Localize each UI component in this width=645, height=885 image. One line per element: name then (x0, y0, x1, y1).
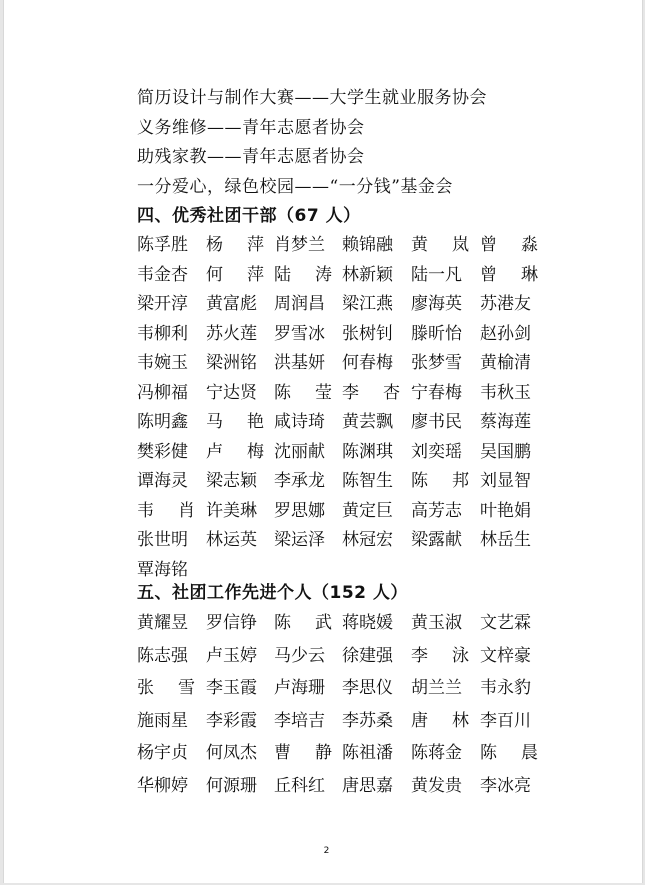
name-cell: 廖书民 (411, 412, 462, 432)
name-cell: 罗思娜 (274, 500, 325, 521)
name-cell: 叶艳娟 (480, 500, 531, 521)
name-cell: 谭海灵 (137, 471, 188, 491)
name-cell: 许美琳 (206, 500, 257, 521)
name-cell: 施雨星 (137, 710, 188, 731)
text-line: 义务维修——青年志愿者协会 (137, 118, 365, 138)
name-cell: 韦秋玉 (480, 382, 531, 403)
name-cell: 卢玉婷 (206, 645, 257, 666)
name-cell: 咸诗琦 (274, 412, 325, 432)
name-cell: 曹 静 (274, 743, 332, 763)
name-cell: 樊彩健 (137, 441, 188, 462)
name-cell: 廖海英 (411, 294, 462, 314)
name-cell: 李玉霞 (206, 678, 257, 698)
name-cell: 黄玉淑 (411, 613, 462, 633)
name-cell: 林运英 (206, 530, 257, 550)
name-cell: 沈丽献 (274, 441, 325, 462)
name-cell: 林冠宏 (342, 530, 393, 550)
page-number: 2 (323, 846, 330, 856)
name-cell: 陈 莹 (274, 382, 332, 403)
name-cell: 卢海珊 (274, 678, 325, 698)
name-cell: 陆 涛 (274, 264, 332, 285)
name-cell: 赖锦融 (342, 235, 393, 255)
name-cell: 陈渊琪 (342, 441, 393, 462)
name-cell: 滕昕怡 (411, 323, 462, 344)
name-cell: 华柳婷 (137, 775, 188, 796)
name-cell: 梁洲铭 (206, 353, 257, 373)
name-cell: 罗信铮 (206, 613, 257, 633)
name-cell: 何凤杰 (206, 743, 257, 763)
name-cell: 杨 萍 (206, 235, 264, 255)
name-cell: 刘显智 (480, 471, 531, 491)
name-cell: 陈蒋金 (411, 743, 462, 763)
name-cell: 林岳生 (480, 530, 531, 550)
name-cell: 黄发贵 (411, 775, 462, 796)
name-cell: 陈志强 (137, 645, 188, 666)
name-cell: 苏港友 (480, 294, 531, 314)
name-cell: 蔡海莲 (480, 412, 531, 432)
name-cell: 陈 晨 (480, 743, 538, 763)
name-cell: 蒋晓媛 (342, 613, 393, 633)
name-cell: 陈 武 (274, 613, 332, 633)
name-cell: 宁春梅 (411, 382, 462, 403)
name-cell: 韦 肖 (137, 500, 195, 521)
name-cell: 马少云 (274, 645, 325, 666)
name-cell: 李苏桑 (342, 710, 393, 731)
name-cell: 徐建强 (342, 645, 393, 666)
name-cell: 李承龙 (274, 471, 325, 491)
name-cell: 李彩霞 (206, 710, 257, 731)
text-line: 助残家教——青年志愿者协会 (137, 147, 365, 167)
name-cell: 梁露献 (411, 530, 462, 550)
text-line: 一分爱心，绿色校园——“一分钱”基金会 (137, 177, 453, 197)
name-cell: 李培吉 (274, 710, 325, 731)
name-cell: 曾 淼 (480, 235, 538, 255)
name-cell: 吴国鹏 (480, 441, 531, 462)
name-cell: 周润昌 (274, 294, 325, 314)
name-cell: 陆一凡 (411, 264, 462, 285)
name-cell: 唐 林 (411, 710, 469, 731)
name-cell: 文梓豪 (480, 645, 531, 666)
name-cell: 陈智生 (342, 471, 393, 491)
name-cell: 曾 琳 (480, 264, 538, 285)
name-cell: 张树钊 (342, 323, 393, 344)
name-cell: 覃海铭 (137, 559, 188, 580)
name-cell: 李 泳 (411, 645, 469, 666)
name-cell: 韦婉玉 (137, 353, 188, 373)
name-cell: 宁达贤 (206, 382, 257, 403)
name-cell: 何源珊 (206, 775, 257, 796)
name-cell: 黄定巨 (342, 500, 393, 521)
name-cell: 林新颖 (342, 264, 393, 285)
name-cell: 张 雪 (137, 678, 195, 698)
text-line: 简历设计与制作大赛——大学生就业服务协会 (137, 88, 487, 108)
name-cell: 文艺霖 (480, 613, 531, 633)
name-cell: 胡兰兰 (411, 678, 462, 698)
name-cell: 陈祖潘 (342, 743, 393, 763)
name-cell: 唐思嘉 (342, 775, 393, 796)
name-cell: 韦柳利 (137, 323, 188, 344)
name-cell: 何春梅 (342, 353, 393, 373)
name-cell: 张世明 (137, 530, 188, 550)
name-cell: 黄榆清 (480, 353, 531, 373)
name-cell: 黄耀昱 (137, 613, 188, 633)
name-cell: 李 杏 (342, 382, 400, 403)
name-cell: 梁江燕 (342, 294, 393, 314)
name-cell: 卢 梅 (206, 441, 264, 462)
name-cell: 肖梦兰 (274, 235, 325, 255)
name-cell: 梁开淳 (137, 294, 188, 314)
name-cell: 丘科红 (274, 775, 325, 796)
name-cell: 李百川 (480, 710, 531, 731)
name-cell: 马 艳 (206, 412, 264, 432)
name-cell: 陈孚胜 (137, 235, 188, 255)
name-cell: 陈明鑫 (137, 412, 188, 432)
name-cell: 刘奕瑶 (411, 441, 462, 462)
name-cell: 何 萍 (206, 264, 264, 285)
name-cell: 冯柳福 (137, 382, 188, 403)
name-cell: 张梦雪 (411, 353, 462, 373)
section-heading: 四、优秀社团干部（67 人） (137, 206, 361, 226)
document-page (3, 0, 643, 883)
name-cell: 韦永豹 (480, 678, 531, 698)
name-cell: 黄 岚 (411, 235, 469, 255)
name-cell: 梁志颖 (206, 471, 257, 491)
name-cell: 黄芸飘 (342, 412, 393, 432)
name-cell: 高芳志 (411, 500, 462, 521)
section-heading: 五、社团工作先进个人（152 人） (137, 583, 408, 603)
name-cell: 李思仪 (342, 678, 393, 698)
name-cell: 陈 邦 (411, 471, 469, 491)
name-cell: 杨宇贞 (137, 743, 188, 763)
name-cell: 赵孙剑 (480, 323, 531, 344)
name-cell: 罗雪冰 (274, 323, 325, 344)
name-cell: 苏火莲 (206, 323, 257, 344)
name-cell: 黄富彪 (206, 294, 257, 314)
name-cell: 梁运泽 (274, 530, 325, 550)
name-cell: 李冰亮 (480, 775, 531, 796)
name-cell: 洪基妍 (274, 353, 325, 373)
name-cell: 韦金杏 (137, 264, 188, 285)
